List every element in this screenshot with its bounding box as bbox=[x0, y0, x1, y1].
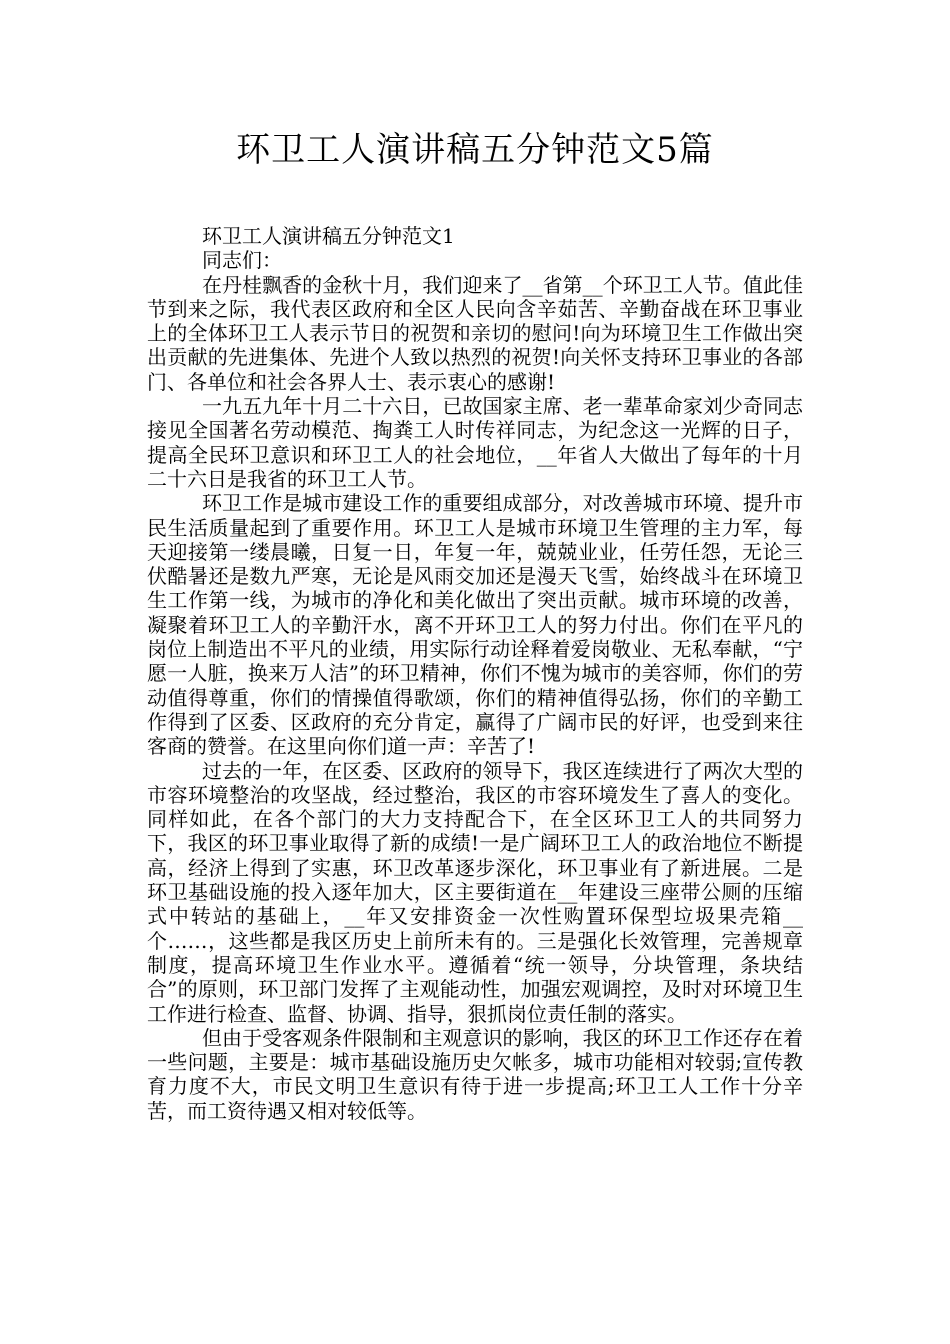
paragraph-4: 过去的一年，在区委、区政府的领导下，我区连续进行了两次大型的市容环境整治的攻坚战，经过整治，我区的市容环境发生了喜人的变化。同样如此，在各个部门的大力支持配合下，在全区环卫工人的共同努力下，我区的环卫事业取得了新的成绩!一是广阔环卫工人的政治地位不断提高，经济上得到了实惠，环卫改革逐步深化，环卫事业有了新进展。二是环卫基础设施的投入逐年加大，区主要街道在__年建设三座带公厕的压缩式中转站的基础上，__年又安排资金一次性购置环保型垃圾果壳箱__个……，这些都是我区历史上前所未有的。三是强化长效管理，完善规章制度，提高环境卫生作业水平。遵循着“统一领导，分块管理，条块结合”的原则，环卫部门发挥了主观能动性，加强宏观调控，及时对环境卫生工作进行检查、监督、协调、指导，狠抓岗位责任制的落实。 bbox=[147, 758, 803, 1026]
paragraph-1: 在丹桂飘香的金秋十月，我们迎来了__省第__个环卫工人节。值此佳节到来之际，我代表区政府和全区人民向含辛茹苦、辛勤奋战在环卫事业上的全体环卫工人表示节日的祝贺和亲切的慰问!向为环境卫生工作做出突出贡献的先进集体、先进个人致以热烈的祝贺!向关怀支持环卫事业的各部门、各单位和社会各界人士、表示衷心的感谢! bbox=[147, 272, 803, 394]
document-title: 环卫工人演讲稿五分钟范文5篇 bbox=[236, 130, 714, 170]
paragraph-3: 环卫工作是城市建设工作的重要组成部分，对改善城市环境、提升市民生活质量起到了重要作用。环卫工人是城市环境卫生管理的主力军，每天迎接第一缕晨曦，日复一日，年复一年，兢兢业业，任劳任怨，无论三伏酷暑还是数九严寒，无论是风雨交加还是漫天飞雪，始终战斗在环境卫生工作第一线，为城市的净化和美化做出了突出贡献。城市环境的改善，凝聚着环卫工人的辛勤汗水，离不开环卫工人的努力付出。你们在平凡的岗位上制造出不平凡的业绩，用实际行动诠释着爱岗敬业、无私奉献，“宁愿一人脏，换来万人洁”的环卫精神，你们不愧为城市的美容师，你们的劳动值得尊重，你们的情操值得歌颂，你们的精神值得弘扬，你们的辛勤工作得到了区委、区政府的充分肯定，赢得了广阔市民的好评，也受到来往客商的赞誉。在这里向你们道一声：辛苦了! bbox=[147, 491, 803, 759]
document-body bbox=[147, 224, 803, 1123]
salutation: 同志们： bbox=[202, 248, 282, 273]
section-heading: 环卫工人演讲稿五分钟范文1 bbox=[202, 224, 455, 248]
paragraph-2: 一九五九年十月二十六日，已故国家主席、老一辈革命家刘少奇同志接见全国著名劳动模范、掏粪工人时传祥同志，为纪念这一光辉的日子，提高全民环卫意识和环卫工人的社会地位，__年省人大做出了每年的十月二十六日是我省的环卫工人节。 bbox=[147, 394, 803, 491]
paragraph-5: 但由于受客观条件限制和主观意识的影响，我区的环卫工作还存在着一些问题，主要是：城市基础设施历史欠帐多，城市功能相对较弱;宣传教育力度不大，市民文明卫生意识有待于进一步提高;环卫工人工作十分辛苦，而工资待遇又相对较低等。 bbox=[147, 1025, 803, 1123]
